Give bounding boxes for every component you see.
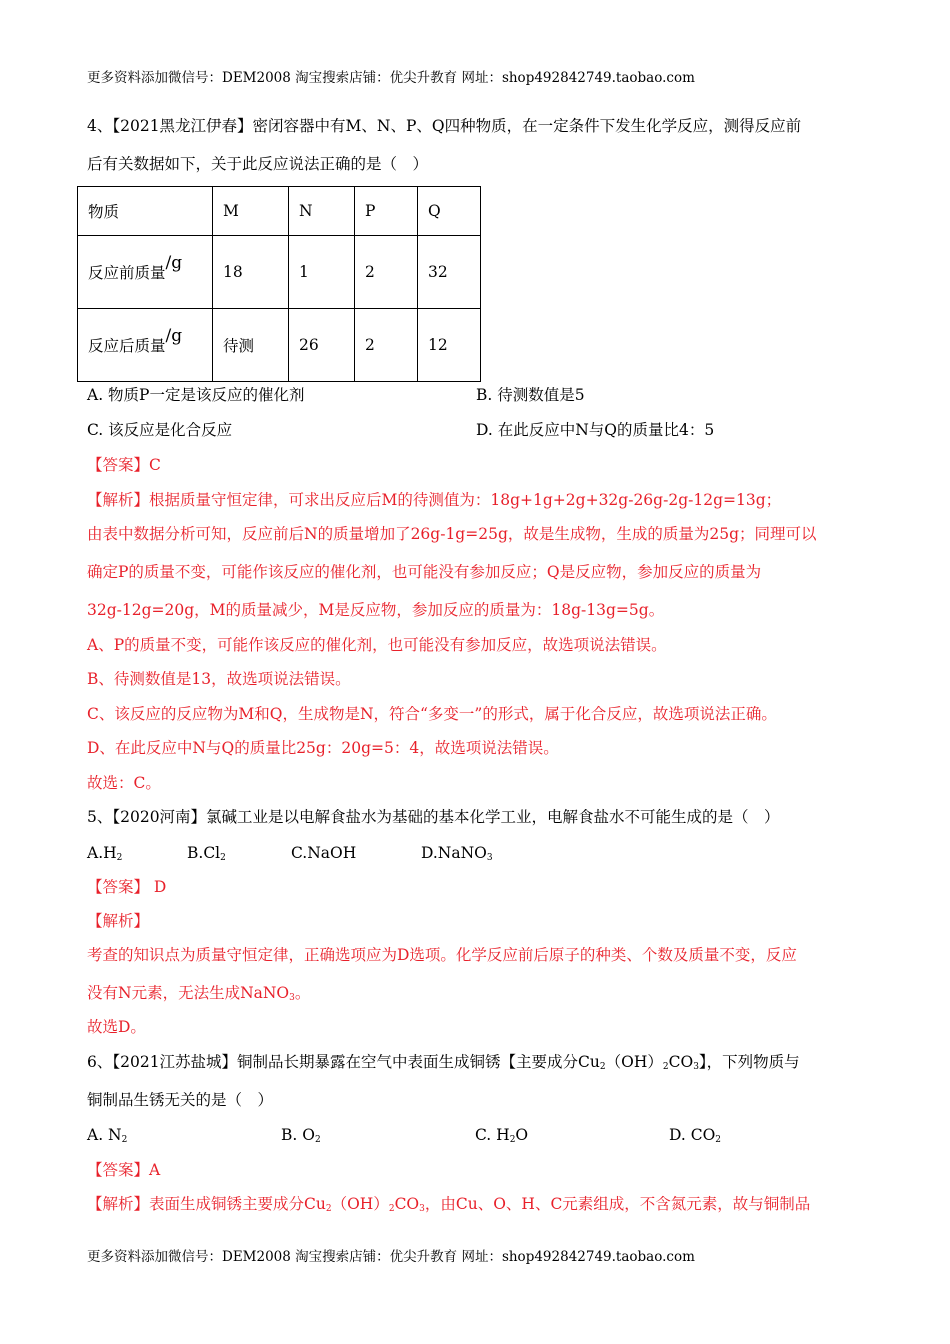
q4-option-d: D. 在此反应中N与Q的质量比4：5	[476, 421, 715, 439]
subscript: 2	[509, 1135, 516, 1145]
row-label-text: 反应后质量	[88, 337, 166, 355]
q4-analysis-line6: B、待测数值是13，故选项说法错误。	[87, 670, 351, 688]
q4-analysis-line8: D、在此反应中N与Q的质量比25g：20g=5：4，故选项说法错误。	[87, 739, 559, 757]
table-cell: 1	[289, 236, 355, 309]
subscript: 3	[486, 853, 493, 863]
analysis-text: CO	[394, 1195, 420, 1213]
stem-text: 】，下列物质与	[698, 1053, 800, 1071]
table-header-cell: 物质	[78, 187, 213, 236]
q4-analysis-line2: 由表中数据分析可知，反应前后N的质量增加了26g-1g=25g，故是生成物，生成的质量为25g；同理可以	[87, 525, 817, 543]
q6-option-c	[475, 1125, 528, 1145]
table-cell: 18	[213, 236, 289, 309]
q4-option-c: C. 该反应是化合反应	[87, 421, 233, 439]
table-header-cell: M	[213, 187, 289, 236]
analysis-text: 根据质量守恒定律，可求出反应后M的待测值为：18g+1g+2g+32g-26g-2g-12g=13g；	[149, 491, 782, 509]
option-text: D. CO	[669, 1126, 716, 1144]
q6-stem-line1	[87, 1052, 800, 1072]
q6-option-b	[281, 1125, 321, 1145]
analysis-text: 没有N元素，无法生成NaNO	[87, 984, 290, 1002]
subscript: 2	[314, 1135, 321, 1145]
option-text: B.Cl	[187, 844, 221, 862]
q4-analysis-line5: A、P的质量不变，可能作该反应的催化剂，也可能没有参加反应，故选项说法错误。	[87, 636, 667, 654]
q4-stem-line2: 后有关数据如下，关于此反应说法正确的是（ ）	[87, 155, 429, 173]
analysis-text: 。	[294, 984, 311, 1002]
subscript: 2	[325, 1204, 332, 1214]
q4-analysis-line1	[87, 490, 781, 510]
q4-analysis-line9: 故选：C。	[87, 774, 161, 792]
q6-analysis-line1	[87, 1194, 810, 1214]
subscript: 2	[715, 1135, 722, 1145]
stem-text: CO	[668, 1053, 694, 1071]
q5-option-d	[421, 843, 493, 863]
q6-stem-line2: 铜制品生锈无关的是（ ）	[87, 1091, 274, 1109]
q4-analysis-line4: 32g-12g=20g，M的质量减少，M是反应物，参加反应的质量为：18g-13g=5g。	[87, 601, 665, 619]
analysis-label: 【解析】	[87, 1195, 150, 1213]
table-cell: 32	[418, 236, 481, 309]
option-text: B. O	[281, 1126, 315, 1144]
analysis-text: 表面生成铜锈主要成分Cu	[149, 1195, 326, 1213]
table-row	[78, 236, 481, 309]
q5-option-b	[187, 843, 226, 863]
table-header-cell: Q	[418, 187, 481, 236]
q6-option-a	[87, 1125, 127, 1145]
row-unit: /g	[165, 253, 183, 273]
stem-text: （OH）	[605, 1053, 663, 1071]
subscript: 3	[289, 993, 295, 1003]
table-cell: 12	[418, 309, 481, 382]
option-text: A.H	[87, 844, 117, 862]
table-cell: 2	[355, 309, 418, 382]
q4-answer: 【答案】C	[87, 456, 161, 474]
option-text: D.NaNO	[421, 844, 487, 862]
q4-analysis-line7: C、该反应的反应物为M和Q，生成物是N，符合“多变一”的形式，属于化合反应，故选项说法正确。	[87, 705, 777, 723]
table-cell: 2	[355, 236, 418, 309]
table-row-label	[78, 236, 213, 309]
q4-stem-line1: 4、【2021黑龙江伊春】密闭容器中有M、N、P、Q四种物质，在一定条件下发生化学反应，测得反应前	[87, 117, 802, 135]
analysis-label: 【解析】	[87, 491, 150, 509]
q6-answer: 【答案】A	[87, 1161, 161, 1179]
page-footer: 更多资料添加微信号：DEM2008 淘宝搜索店铺：优尖升教育 网址：shop492842749.taobao.com	[87, 1249, 695, 1265]
option-text: C. H	[475, 1126, 510, 1144]
subscript: 2	[116, 853, 123, 863]
subscript: 2	[662, 1062, 669, 1072]
subscript: 3	[419, 1204, 425, 1214]
table-cell: 待测	[213, 309, 289, 382]
q4-analysis-line3: 确定P的质量不变，可能作该反应的催化剂，也可能没有参加反应；Q是反应物，参加反应的质量为	[87, 563, 762, 581]
page-header: 更多资料添加微信号：DEM2008 淘宝搜索店铺：优尖升教育 网址：shop492842749.taobao.com	[87, 70, 695, 86]
q4-option-a: A. 物质P一定是该反应的催化剂	[87, 386, 305, 404]
option-text: O	[515, 1126, 529, 1144]
subscript: 2	[220, 853, 226, 863]
q5-answer: 【答案】 D	[87, 878, 167, 896]
q5-analysis-label: 【解析】	[87, 912, 150, 930]
subscript: 2	[388, 1204, 395, 1214]
q4-data-table	[77, 186, 481, 382]
analysis-text: ，由Cu、O、H、C元素组成，不含氮元素，故与铜制品	[424, 1195, 811, 1213]
q5-analysis-line1: 考查的知识点为质量守恒定律，正确选项应为D选项。化学反应前后原子的种类、个数及质量不变，反应	[87, 946, 797, 964]
q5-analysis-line3: 故选D。	[87, 1018, 146, 1036]
table-cell: 26	[289, 309, 355, 382]
row-label-text: 反应前质量	[88, 264, 166, 282]
table-header-cell: N	[289, 187, 355, 236]
table-header-row	[78, 187, 481, 236]
subscript: 2	[599, 1062, 606, 1072]
subscript: 3	[693, 1062, 699, 1072]
q5-option-c: C.NaOH	[291, 844, 357, 862]
q4-option-b: B. 待测数值是5	[476, 386, 585, 404]
q5-stem: 5、【2020河南】氯碱工业是以电解食盐水为基础的基本化学工业，电解食盐水不可能生成的是（ ）	[87, 808, 780, 826]
row-unit: /g	[165, 326, 183, 346]
q5-option-a	[87, 843, 122, 863]
table-row	[78, 309, 481, 382]
q6-option-d	[669, 1125, 721, 1145]
analysis-text: （OH）	[331, 1195, 389, 1213]
table-header-cell: P	[355, 187, 418, 236]
option-text: A. N	[87, 1126, 122, 1144]
subscript: 2	[121, 1135, 128, 1145]
stem-text: 6、【2021江苏盐城】铜制品长期暴露在空气中表面生成铜锈【主要成分Cu	[87, 1053, 600, 1071]
q5-analysis-line2	[87, 983, 310, 1003]
table-row-label	[78, 309, 213, 382]
